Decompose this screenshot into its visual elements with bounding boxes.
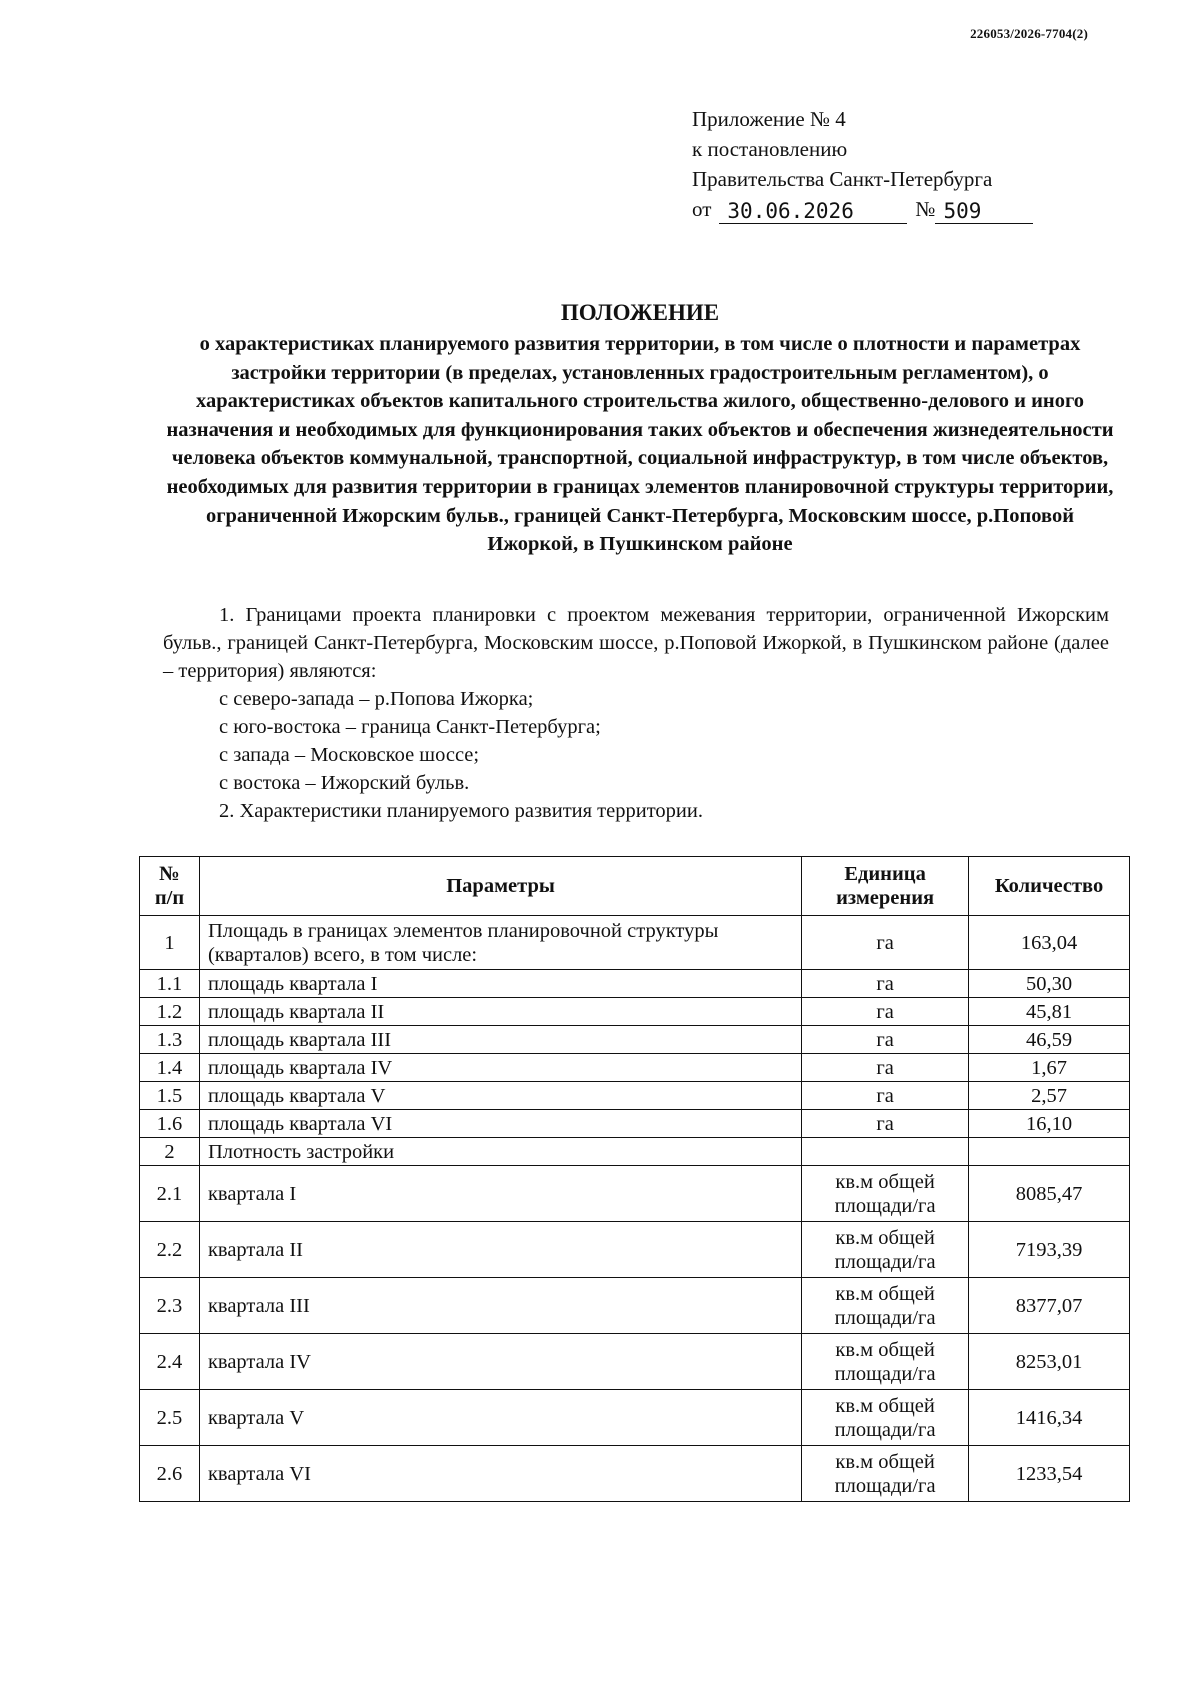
row-unit: кв.м общей площади/га [802, 1446, 969, 1502]
header-unit: Единица измерения [802, 857, 969, 916]
table-row [140, 1054, 1130, 1082]
table-row [140, 1110, 1130, 1138]
row-param: Плотность застройки [199, 1138, 801, 1166]
row-qty: 8253,01 [969, 1334, 1130, 1390]
row-param: площадь квартала II [199, 998, 801, 1026]
row-qty [969, 1138, 1130, 1166]
document-id: 226053/2026-7704(2) [970, 26, 1088, 41]
row-qty: 163,04 [969, 916, 1130, 970]
row-param: квартала VI [199, 1446, 801, 1502]
row-qty: 1233,54 [969, 1446, 1130, 1502]
row-num: 2 [140, 1138, 200, 1166]
row-unit: га [802, 970, 969, 998]
table-row [140, 1082, 1130, 1110]
parameters-table [139, 856, 1130, 1502]
row-num: 1.5 [140, 1082, 200, 1110]
row-unit: кв.м общей площади/га [802, 1334, 969, 1390]
row-qty: 46,59 [969, 1026, 1130, 1054]
row-num: 2.3 [140, 1278, 200, 1334]
row-unit: кв.м общей площади/га [802, 1222, 969, 1278]
row-param: площадь квартала VI [199, 1110, 801, 1138]
number-prefix: № [915, 197, 936, 221]
table-row [140, 1390, 1130, 1446]
row-num: 2.6 [140, 1446, 200, 1502]
table-row [140, 970, 1130, 998]
title-heading: ПОЛОЖЕНИЕ [560, 300, 720, 325]
row-unit: га [802, 1082, 969, 1110]
header-num: № п/п [140, 857, 200, 916]
table-row [140, 1222, 1130, 1278]
row-num: 1.1 [140, 970, 200, 998]
row-param: квартала IV [199, 1334, 801, 1390]
row-unit: га [802, 1054, 969, 1082]
row-param: квартала V [199, 1390, 801, 1446]
row-num: 1.4 [140, 1054, 200, 1082]
appendix-date-line [692, 194, 1033, 224]
table-row [140, 998, 1130, 1026]
date-prefix: от [692, 197, 712, 221]
row-unit: кв.м общей площади/га [802, 1166, 969, 1222]
boundary-item: с востока – Ижорский бульв. [219, 772, 470, 794]
row-param: площадь квартала III [199, 1026, 801, 1054]
row-qty: 8377,07 [969, 1278, 1130, 1334]
row-unit: кв.м общей площади/га [802, 1390, 969, 1446]
row-qty: 1,67 [969, 1054, 1130, 1082]
row-param: квартала III [199, 1278, 801, 1334]
paragraph-1: 1. Границами проекта планировки с проектом межевания территории, ограниченной Ижорским бульв., границей Санкт-Петербурга, Московским шоссе, р.Поповой Ижоркой, в Пушкинском районе (далее – территория) являются: [163, 604, 1109, 682]
row-qty: 1416,34 [969, 1390, 1130, 1446]
boundary-item: с юго-востока – граница Санкт-Петербурга; [219, 716, 601, 738]
row-num: 2.4 [140, 1334, 200, 1390]
row-num: 2.5 [140, 1390, 200, 1446]
table-row [140, 1026, 1130, 1054]
appendix-line-2: к постановлению [692, 137, 848, 161]
decree-number: 509 [935, 199, 1033, 224]
row-qty: 7193,39 [969, 1222, 1130, 1278]
row-param: площадь квартала IV [199, 1054, 801, 1082]
appendix-line-3: Правительства Санкт-Петербурга [692, 167, 993, 191]
paragraph-2: 2. Характеристики планируемого развития территории. [219, 800, 703, 822]
row-unit: га [802, 998, 969, 1026]
body-text [163, 601, 1109, 825]
row-param: квартала II [199, 1222, 801, 1278]
table-row [140, 1138, 1130, 1166]
row-num: 2.1 [140, 1166, 200, 1222]
row-num: 1.2 [140, 998, 200, 1026]
row-param: квартала I [199, 1166, 801, 1222]
table-row [140, 1166, 1130, 1222]
table-header-row [140, 857, 1130, 916]
table-row [140, 1278, 1130, 1334]
row-param: площадь квартала V [199, 1082, 801, 1110]
row-qty: 45,81 [969, 998, 1130, 1026]
row-num: 2.2 [140, 1222, 200, 1278]
document-title [140, 298, 1140, 559]
row-qty: 8085,47 [969, 1166, 1130, 1222]
row-num: 1 [140, 916, 200, 970]
row-param: площадь квартала I [199, 970, 801, 998]
header-param: Параметры [199, 857, 801, 916]
boundary-item: с запада – Московское шоссе; [219, 744, 480, 766]
appendix-line-1: Приложение № 4 [692, 107, 846, 131]
table-row [140, 1446, 1130, 1502]
table-row [140, 916, 1130, 970]
decree-date: 30.06.2026 [719, 199, 907, 224]
appendix-block [692, 104, 1033, 224]
header-qty: Количество [969, 857, 1130, 916]
row-unit [802, 1138, 969, 1166]
table-row [140, 1334, 1130, 1390]
row-param: Площадь в границах элементов планировочной структуры (кварталов) всего, в том числе: [199, 916, 801, 970]
row-qty: 16,10 [969, 1110, 1130, 1138]
row-qty: 2,57 [969, 1082, 1130, 1110]
row-unit: га [802, 916, 969, 970]
row-qty: 50,30 [969, 970, 1130, 998]
title-text: о характеристиках планируемого развития территории, в том числе о плотности и параметрах застройки территории (в пределах, установленных градостроительным регламентом), о характеристиках объектов капитального строительства жилого, общественно-делового и иного назначения и необходимых для функционирования таких объектов и обеспечения жизнедеятельности человека объектов коммунальной, транспортной, социальной инфраструктур, в том числе объектов, необходимых для развития территории в границах элементов планировочной структуры территории, ограниченной Ижорским бульв., границей Санкт-Петербурга, Московским шоссе, р.Поповой Ижоркой, в Пушкинском районе [166, 333, 1114, 556]
row-unit: га [802, 1026, 969, 1054]
boundary-item: с северо-запада – р.Попова Ижорка; [219, 688, 534, 710]
row-unit: кв.м общей площади/га [802, 1278, 969, 1334]
row-num: 1.3 [140, 1026, 200, 1054]
row-unit: га [802, 1110, 969, 1138]
row-num: 1.6 [140, 1110, 200, 1138]
